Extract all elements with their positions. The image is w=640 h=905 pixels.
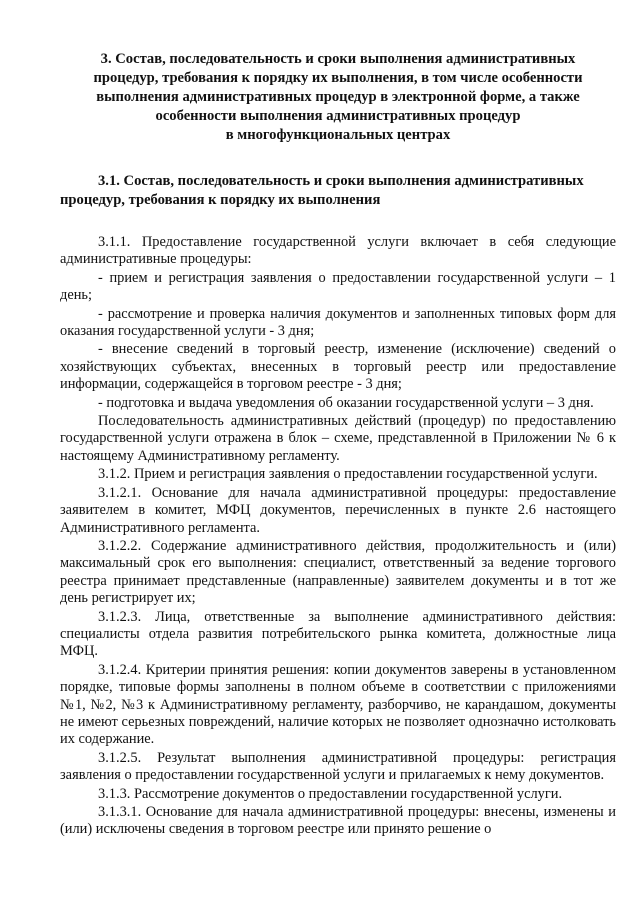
paragraph: 3.1.2.4. Критерии принятия решения: копии документов заверены в установленном порядке, типовые формы заполнены в полном объеме в соответствии с приложениями №1, №2, №3 к Административному регламенту, разборчиво, не карандашом, документы не имеют серьезных повреждений, наличие которых не позволяет однозначно истолковать их содержание. [60,661,616,748]
paragraph: - прием и регистрация заявления о предоставлении государственной услуги – 1 день; [60,269,616,304]
paragraph: Последовательность административных действий (процедур) по предоставлению государственной услуги отражена в блок – схеме, представленной в Приложении № 6 к настоящему Административному регламенту. [60,413,616,464]
paragraph: - внесение сведений в торговый реестр, изменение (исключение) сведений о хозяйствующих субъектах, внесенных в торговый реестр или предоставление информации, содержащейся в торговом реестре - 3 дня; [60,341,616,393]
chapter-title-line: в многофункциональных центрах [225,127,451,143]
paragraph: 3.1.2.2. Содержание административного действия, продолжительность и (или) максимальный срок его выполнения: специалист, ответственный за ведение торгового реестра принимает представленные (направленные) заявителем документы и в тот же день регистрирует их; [60,537,616,607]
paragraph: 3.1.2. Прием и регистрация заявления о предоставлении государственной услуги. [98,466,598,483]
chapter-title-line: 3. Состав, последовательность и сроки выполнения административных [100,51,576,67]
paragraph: 3.1.3.1. Основание для начала административной процедуры: внесены, изменены и (или) исключены сведения в торговом реестре или принято решение о [60,804,616,838]
body-text [60,234,616,839]
paragraph: 3.1.1. Предоставление государственной услуги включает в себя следующие административные процедуры: [60,234,616,268]
paragraph: 3.1.2.1. Основание для начала административной процедуры: предоставление заявителем в комитет, МФЦ документов, перечисленных в пункте 2.6 настоящего Административного регламента. [60,484,616,536]
paragraph: 3.1.3. Рассмотрение документов о предоставлении государственной услуги. [98,785,563,802]
paragraph: - подготовка и выдача уведомления об оказании государственной услуги – 3 дня. [98,394,594,411]
paragraph: - рассмотрение и проверка наличия документов и заполненных типовых форм для оказания государственной услуги - 3 дня; [60,305,616,340]
paragraph: 3.1.2.3. Лица, ответственные за выполнение административного действия: специалисты отдела развития потребительского рынка комитета, должностные лица МФЦ. [60,608,616,660]
chapter-title [70,50,606,145]
paragraph: 3.1.2.5. Результат выполнения административной процедуры: регистрация заявления о предоставлении государственной услуги и прилагаемых к нему документов. [60,749,616,784]
chapter-title-line: выполнения административных процедур в электронной форме, а также [96,89,580,105]
section-title: 3.1. Состав, последовательность и сроки выполнения административных процедур, требования к порядку их выполнения [60,173,584,208]
chapter-title-line: особенности выполнения административных процедур [155,108,521,124]
chapter-title-line: процедур, требования к порядку их выполнения, в том числе особенности [93,70,583,86]
